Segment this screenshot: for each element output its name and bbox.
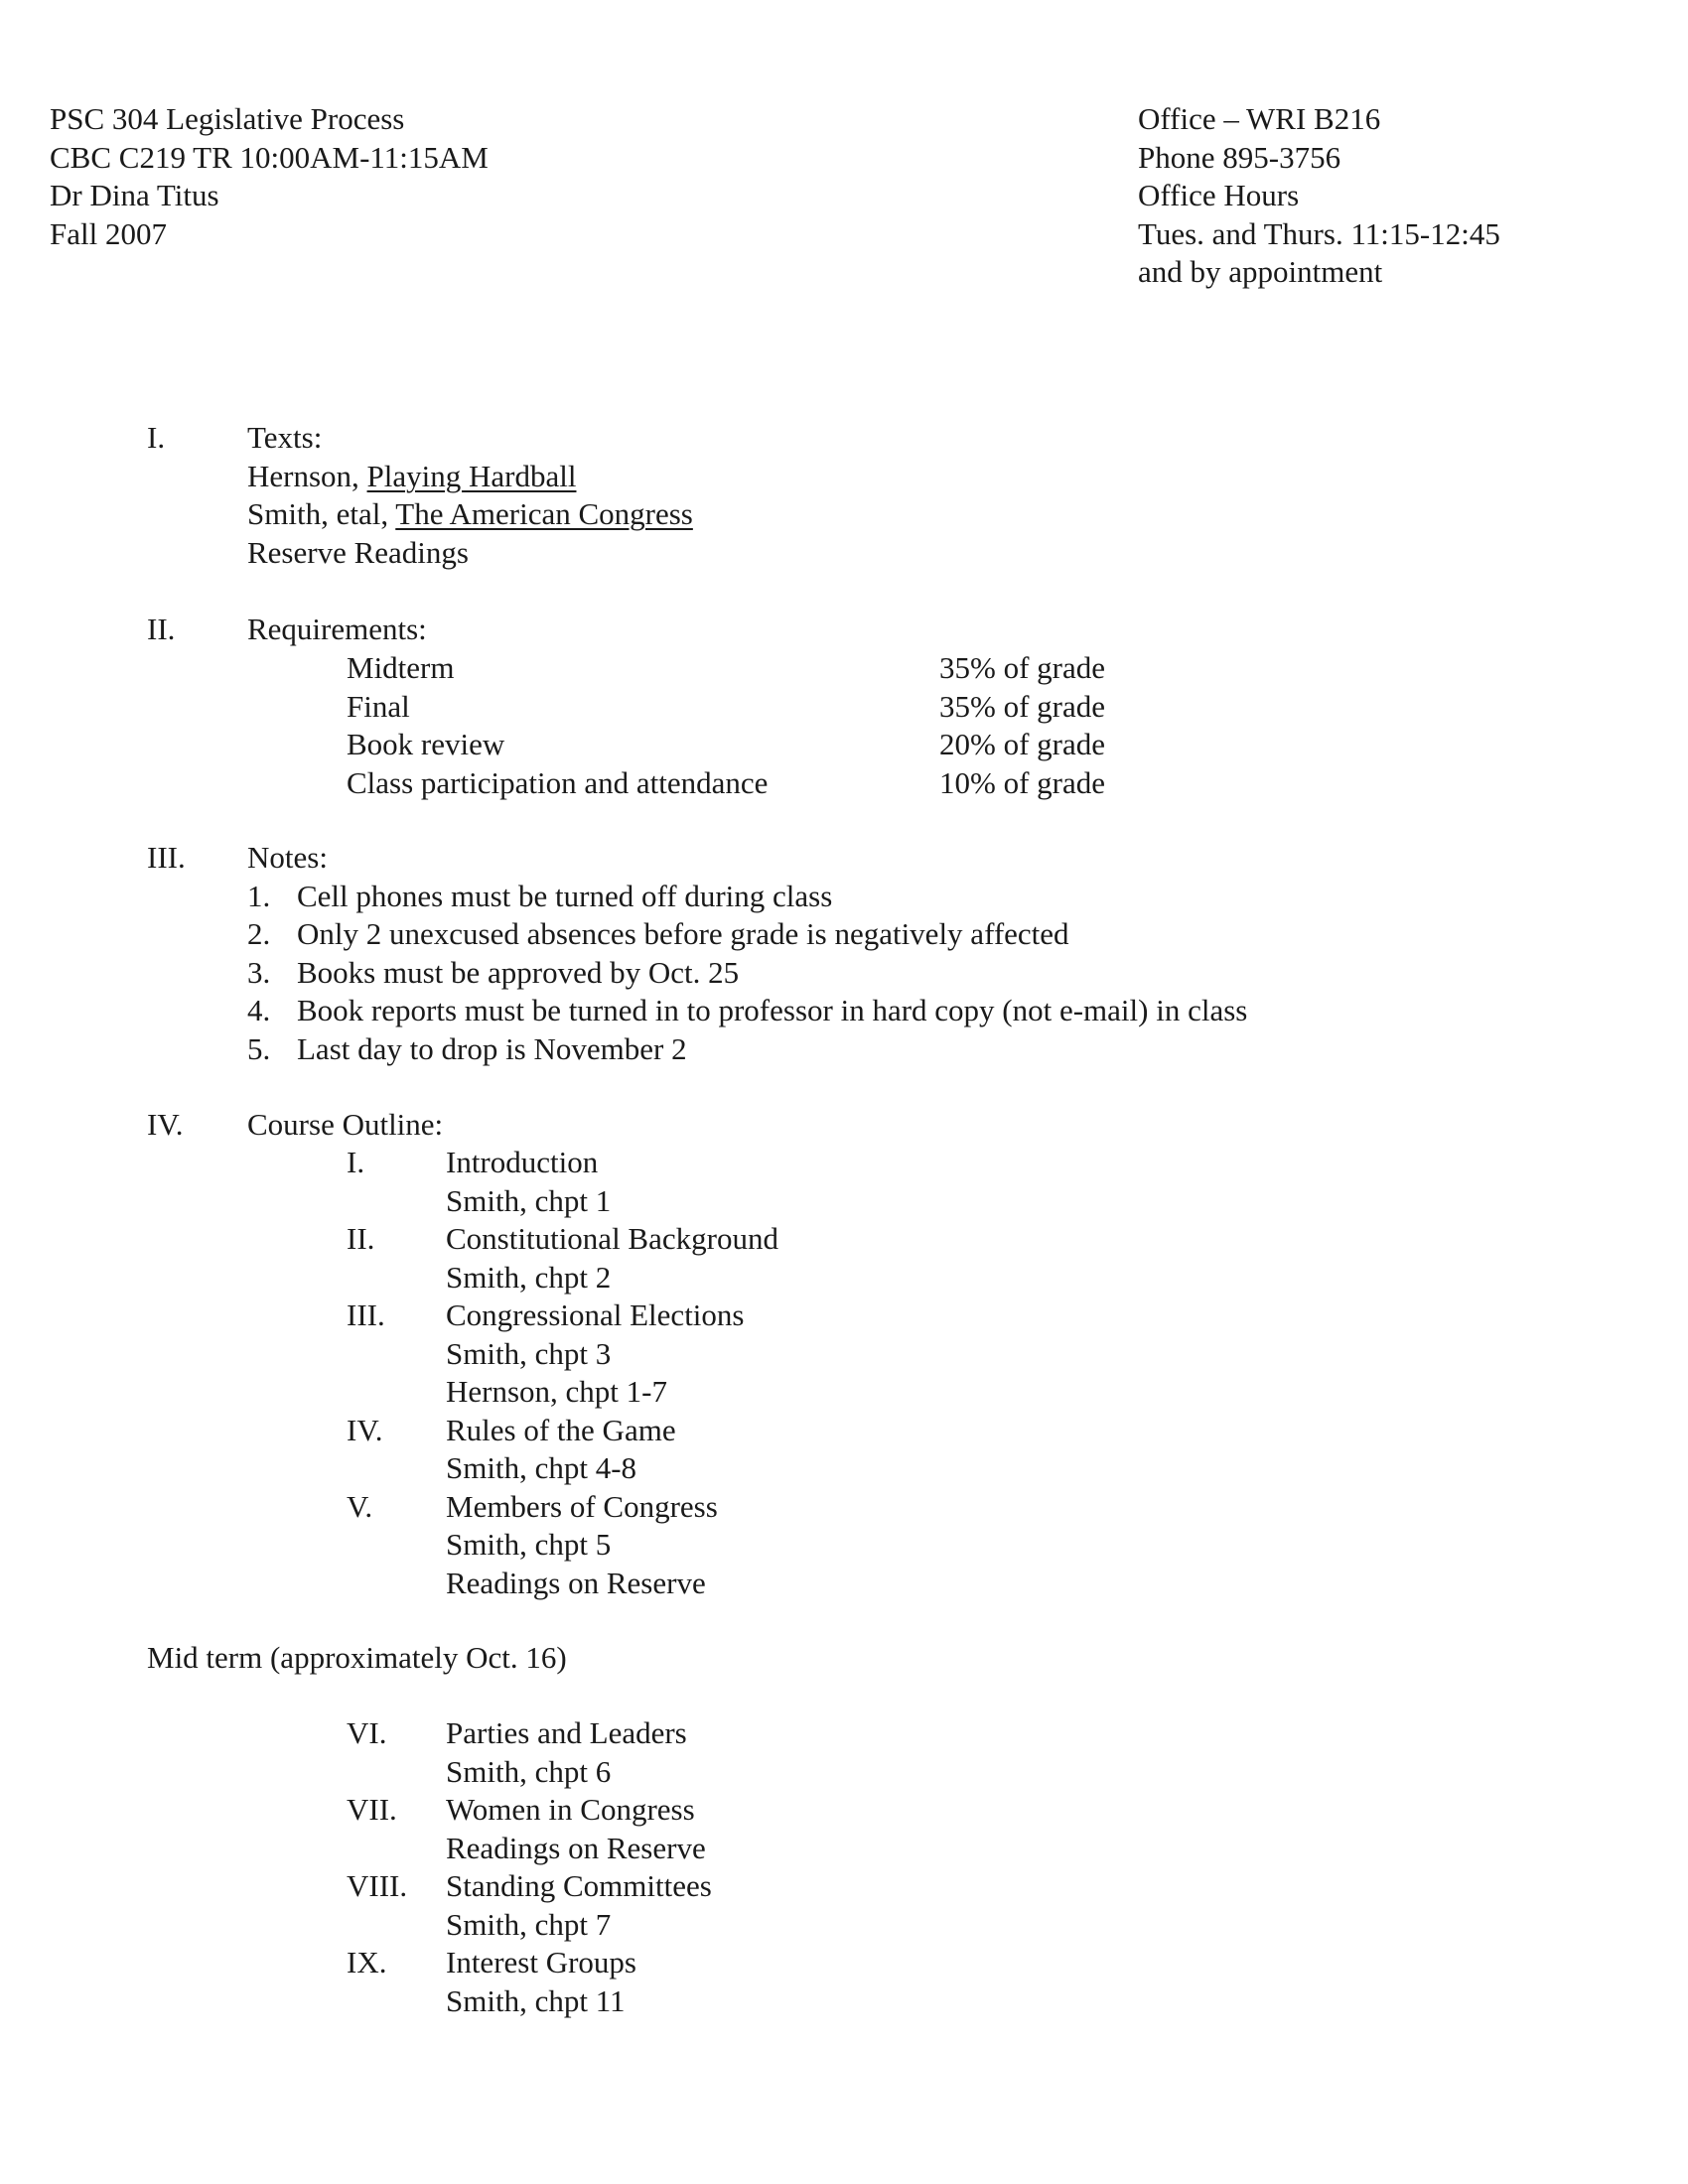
unit-reading: Hernson, chpt 1-7 <box>446 1374 667 1409</box>
outline-numerals-a: I. II. III. IV. V. <box>347 1145 385 1524</box>
note-item: 5. Last day to drop is November 2 <box>247 1030 687 1066</box>
course-header <box>50 100 489 253</box>
requirement-label: Final <box>347 688 410 724</box>
unit-reading: Smith, chpt 7 <box>446 1906 612 1942</box>
unit-reading: Smith, chpt 1 <box>446 1182 612 1218</box>
office-info <box>1138 100 1500 292</box>
office-location: Office – WRI B216 <box>1138 101 1381 136</box>
office-hours: Tues. and Thurs. 11:15-12:45 <box>1138 215 1500 251</box>
requirement-weight: 10% of grade <box>939 764 1105 800</box>
unit-topic: Parties and Leaders <box>446 1715 687 1750</box>
unit-reading: Smith, chpt 3 <box>446 1335 612 1371</box>
office-phone: Phone 895-3756 <box>1138 139 1341 175</box>
requirement-weight: 20% of grade <box>939 727 1105 761</box>
unit-topic: Constitutional Background <box>446 1221 778 1256</box>
text-item: Hernson, Playing Hardball <box>247 458 577 493</box>
unit-reading: Smith, chpt 2 <box>446 1259 612 1295</box>
unit-reading: Smith, chpt 11 <box>446 1982 626 2018</box>
book-title: The American Congress <box>395 496 693 531</box>
section-numeral: III. <box>147 840 186 875</box>
course-title: PSC 304 Legislative Process <box>50 101 405 136</box>
section-numeral: I. <box>147 420 166 455</box>
course-schedule: CBC C219 TR 10:00AM-11:15AM <box>50 139 489 175</box>
unit-topic: Interest Groups <box>446 1945 636 1979</box>
course-term: Fall 2007 <box>50 215 167 251</box>
text-item: Reserve Readings <box>247 534 469 570</box>
unit-reading: Smith, chpt 4-8 <box>446 1450 637 1485</box>
note-item: 1. Cell phones must be turned off during class <box>247 878 833 913</box>
unit-topic: Rules of the Game <box>446 1412 676 1447</box>
unit-topic: Standing Committees <box>446 1868 712 1903</box>
section-numeral: II. <box>147 612 176 646</box>
unit-reading: Smith, chpt 6 <box>446 1753 612 1789</box>
book-title: Playing Hardball <box>366 458 577 493</box>
requirement-label: Class participation and attendance <box>347 764 769 800</box>
requirement-weight: 35% of grade <box>939 688 1105 724</box>
section-numeral: IV. <box>147 1107 184 1142</box>
midterm-note: Mid term (approximately Oct. 16) <box>147 1640 567 1675</box>
unit-reading: Readings on Reserve <box>446 1565 706 1600</box>
unit-topic: Women in Congress <box>446 1792 695 1827</box>
office-appointment: and by appointment <box>1138 254 1383 289</box>
unit-reading: Smith, chpt 5 <box>446 1527 612 1562</box>
text-item: Smith, etal, The American Congress <box>247 496 693 531</box>
requirement-weight: 35% of grade <box>939 650 1105 685</box>
note-item: 3. Books must be approved by Oct. 25 <box>247 954 740 990</box>
note-item: 4. Book reports must be turned in to professor in hard copy (not e-mail) in class <box>247 993 1248 1027</box>
unit-topic: Congressional Elections <box>446 1297 745 1332</box>
unit-topic: Members of Congress <box>446 1488 718 1524</box>
outline-units-a <box>446 1144 778 1602</box>
office-hours-label: Office Hours <box>1138 178 1300 212</box>
section-heading: Texts: <box>247 420 323 455</box>
outline-units-b <box>446 1714 712 2020</box>
requirement-label: Midterm <box>347 650 455 685</box>
section-heading: Course Outline: <box>247 1107 444 1142</box>
unit-topic: Introduction <box>446 1145 599 1179</box>
outline-numerals-b: VI. VII. VIII. IX. <box>347 1715 408 1979</box>
requirement-label: Book review <box>347 727 505 761</box>
unit-reading: Readings on Reserve <box>446 1830 706 1865</box>
section-heading: Requirements: <box>247 612 427 646</box>
instructor-name: Dr Dina Titus <box>50 178 219 212</box>
note-item: 2. Only 2 unexcused absences before grade is negatively affected <box>247 916 1069 951</box>
section-heading: Notes: <box>247 840 328 875</box>
